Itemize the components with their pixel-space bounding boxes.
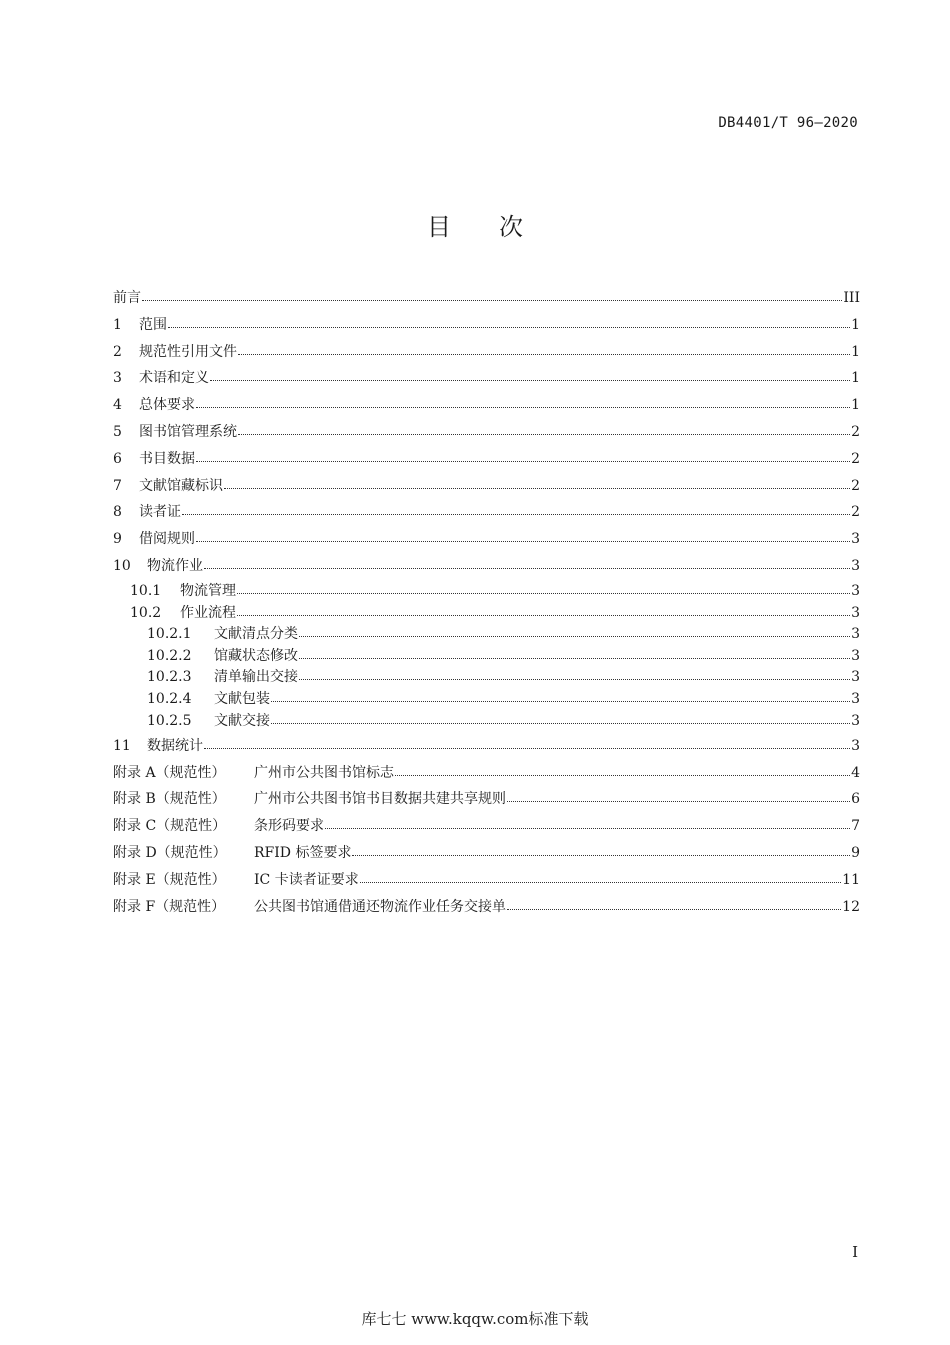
toc-dot-leader (238, 342, 850, 356)
toc-entry-label: 范围 (139, 316, 167, 333)
toc-entry-page: 12 (842, 898, 860, 915)
toc-entry-page: 3 (851, 691, 860, 708)
toc-entry-page: 1 (851, 343, 860, 360)
toc-dot-leader (395, 763, 850, 777)
toc-entry[interactable] (113, 526, 860, 553)
document-code: DB4401/T 96—2020 (718, 115, 858, 131)
toc-entry-label: 文献交接 (214, 712, 270, 729)
toc-entry-page: 2 (851, 450, 860, 467)
toc-entry-number: 附录 C（规范性） (113, 818, 227, 835)
toc-entry[interactable] (113, 392, 860, 419)
toc-entry-number: 8 (113, 504, 122, 521)
toc-entry-label: 规范性引用文件 (139, 343, 237, 360)
toc-entry-number: 3 (113, 370, 122, 387)
table-of-contents (113, 285, 860, 920)
toc-entry-page: 7 (851, 818, 860, 835)
toc-entry-number: 附录 B（规范性） (113, 791, 226, 808)
toc-entry-number: 附录 F（规范性） (113, 898, 226, 915)
toc-dot-leader (196, 395, 850, 409)
toc-entry-page: 3 (851, 737, 860, 754)
toc-dot-leader (196, 529, 850, 543)
toc-entry-page: 2 (851, 477, 860, 494)
toc-dot-leader (507, 789, 850, 803)
toc-entry-number: 附录 E（规范性） (113, 871, 226, 888)
toc-entry[interactable] (113, 813, 860, 840)
toc-entry-page: 3 (851, 625, 860, 642)
toc-entry-number: 5 (113, 423, 122, 440)
toc-entry-label: 馆藏状态修改 (214, 647, 298, 664)
toc-dot-leader (237, 581, 850, 595)
toc-dot-leader (299, 646, 850, 660)
toc-entry-label: 条形码要求 (254, 818, 324, 835)
toc-entry-number: 4 (113, 397, 122, 414)
toc-entry-label: 借阅规则 (139, 531, 195, 548)
toc-entry[interactable] (113, 689, 860, 711)
page-title: 目次 (427, 213, 571, 241)
toc-dot-leader (237, 603, 850, 617)
toc-entry[interactable] (113, 867, 860, 894)
toc-entry-label: 书目数据 (139, 450, 195, 467)
toc-dot-leader (325, 816, 850, 830)
toc-entry[interactable] (113, 894, 860, 921)
toc-dot-leader (299, 667, 850, 681)
toc-entry-page: 3 (851, 669, 860, 686)
toc-entry-page: 3 (851, 712, 860, 729)
toc-entry[interactable] (113, 365, 860, 392)
toc-entry-page: 11 (842, 871, 860, 888)
toc-dot-leader (271, 711, 850, 725)
toc-entry[interactable] (113, 339, 860, 366)
toc-dot-leader (271, 689, 850, 703)
toc-dot-leader (507, 897, 841, 911)
toc-entry-number: 1 (113, 316, 122, 333)
toc-dot-leader (352, 843, 850, 857)
page-number: I (852, 1243, 858, 1261)
toc-entry-page: 3 (851, 582, 860, 599)
toc-entry-number: 7 (113, 477, 122, 494)
toc-entry-page: 6 (851, 791, 860, 808)
toc-dot-leader (168, 315, 850, 329)
toc-entry-page: 3 (851, 531, 860, 548)
toc-entry-number: 10.2.3 (147, 669, 192, 686)
toc-entry-page: 1 (851, 316, 860, 333)
toc-entry-label: 文献馆藏标识 (139, 477, 223, 494)
toc-entry[interactable] (113, 760, 860, 787)
toc-entry-number: 11 (113, 737, 131, 754)
toc-entry-page: 1 (851, 370, 860, 387)
toc-entry-label: 文献包装 (214, 691, 270, 708)
toc-entry-number: 附录 A（规范性） (113, 764, 226, 781)
toc-dot-leader (299, 624, 850, 638)
toc-entry-number: 6 (113, 450, 122, 467)
toc-entry[interactable] (113, 285, 860, 312)
toc-dot-leader (224, 476, 850, 490)
toc-entry[interactable] (113, 553, 860, 580)
toc-entry-label: 广州市公共图书馆标志 (254, 764, 394, 781)
toc-entry[interactable] (113, 786, 860, 813)
toc-entry-label: 数据统计 (147, 737, 203, 754)
toc-entry-number: 9 (113, 531, 122, 548)
toc-entry[interactable] (113, 602, 860, 624)
toc-dot-leader (182, 502, 850, 516)
toc-entry[interactable] (113, 312, 860, 339)
toc-entry[interactable] (113, 667, 860, 689)
toc-entry-label: 前言 (113, 290, 141, 306)
toc-entry-label: IC 卡读者证要求 (254, 871, 359, 888)
toc-entry-label: 读者证 (139, 504, 181, 521)
toc-entry[interactable] (113, 646, 860, 668)
toc-entry-label: 文献清点分类 (214, 625, 298, 642)
toc-entry[interactable] (113, 840, 860, 867)
toc-entry-label: 物流管理 (180, 582, 236, 599)
toc-entry-page: 3 (851, 604, 860, 621)
toc-dot-leader (196, 449, 850, 463)
toc-entry-label: 术语和定义 (139, 370, 209, 387)
toc-entry-label: RFID 标签要求 (254, 844, 352, 861)
toc-dot-leader (204, 556, 850, 570)
toc-entry-page: 2 (851, 423, 860, 440)
toc-entry[interactable] (113, 624, 860, 646)
toc-entry-label: 图书馆管理系统 (139, 423, 237, 440)
toc-entry-number: 10.2.2 (147, 647, 192, 664)
toc-entry-number: 10.2 (130, 604, 162, 621)
toc-entry-number: 10.1 (130, 582, 162, 599)
toc-entry[interactable] (113, 446, 860, 473)
toc-entry[interactable] (113, 499, 860, 526)
toc-dot-leader (204, 736, 850, 750)
toc-entry-label: 广州市公共图书馆书目数据共建共享规则 (254, 791, 506, 808)
toc-entry-label: 总体要求 (139, 397, 195, 414)
toc-entry-label: 公共图书馆通借通还物流作业任务交接单 (254, 898, 506, 915)
toc-entry-page: 3 (851, 557, 860, 574)
toc-entry[interactable] (113, 580, 860, 602)
toc-entry-page: 2 (851, 504, 860, 521)
toc-entry-number: 10.2.4 (147, 691, 192, 708)
toc-entry-label: 作业流程 (180, 604, 236, 621)
toc-entry-page: 1 (851, 397, 860, 414)
toc-dot-leader (238, 422, 850, 436)
toc-entry-page: III (843, 290, 860, 306)
toc-entry[interactable] (113, 711, 860, 733)
toc-entry-page: 4 (851, 764, 860, 781)
toc-entry-number: 10 (113, 557, 131, 574)
toc-entry[interactable] (113, 419, 860, 446)
toc-entry-page: 9 (851, 844, 860, 861)
toc-entry-page: 3 (851, 647, 860, 664)
toc-entry-number: 10.2.1 (147, 625, 192, 642)
toc-entry-number: 附录 D（规范性） (113, 844, 227, 861)
toc-entry-number: 2 (113, 343, 122, 360)
toc-entry[interactable] (113, 733, 860, 760)
toc-dot-leader (210, 368, 850, 382)
watermark-text: 库七七 www.kqqw.com标准下载 (361, 1310, 589, 1328)
toc-entry[interactable] (113, 473, 860, 500)
toc-dot-leader (360, 870, 841, 884)
toc-entry-number: 10.2.5 (147, 712, 192, 729)
toc-dot-leader (142, 288, 842, 302)
toc-entry-label: 清单输出交接 (214, 669, 298, 686)
toc-entry-label: 物流作业 (147, 557, 203, 574)
